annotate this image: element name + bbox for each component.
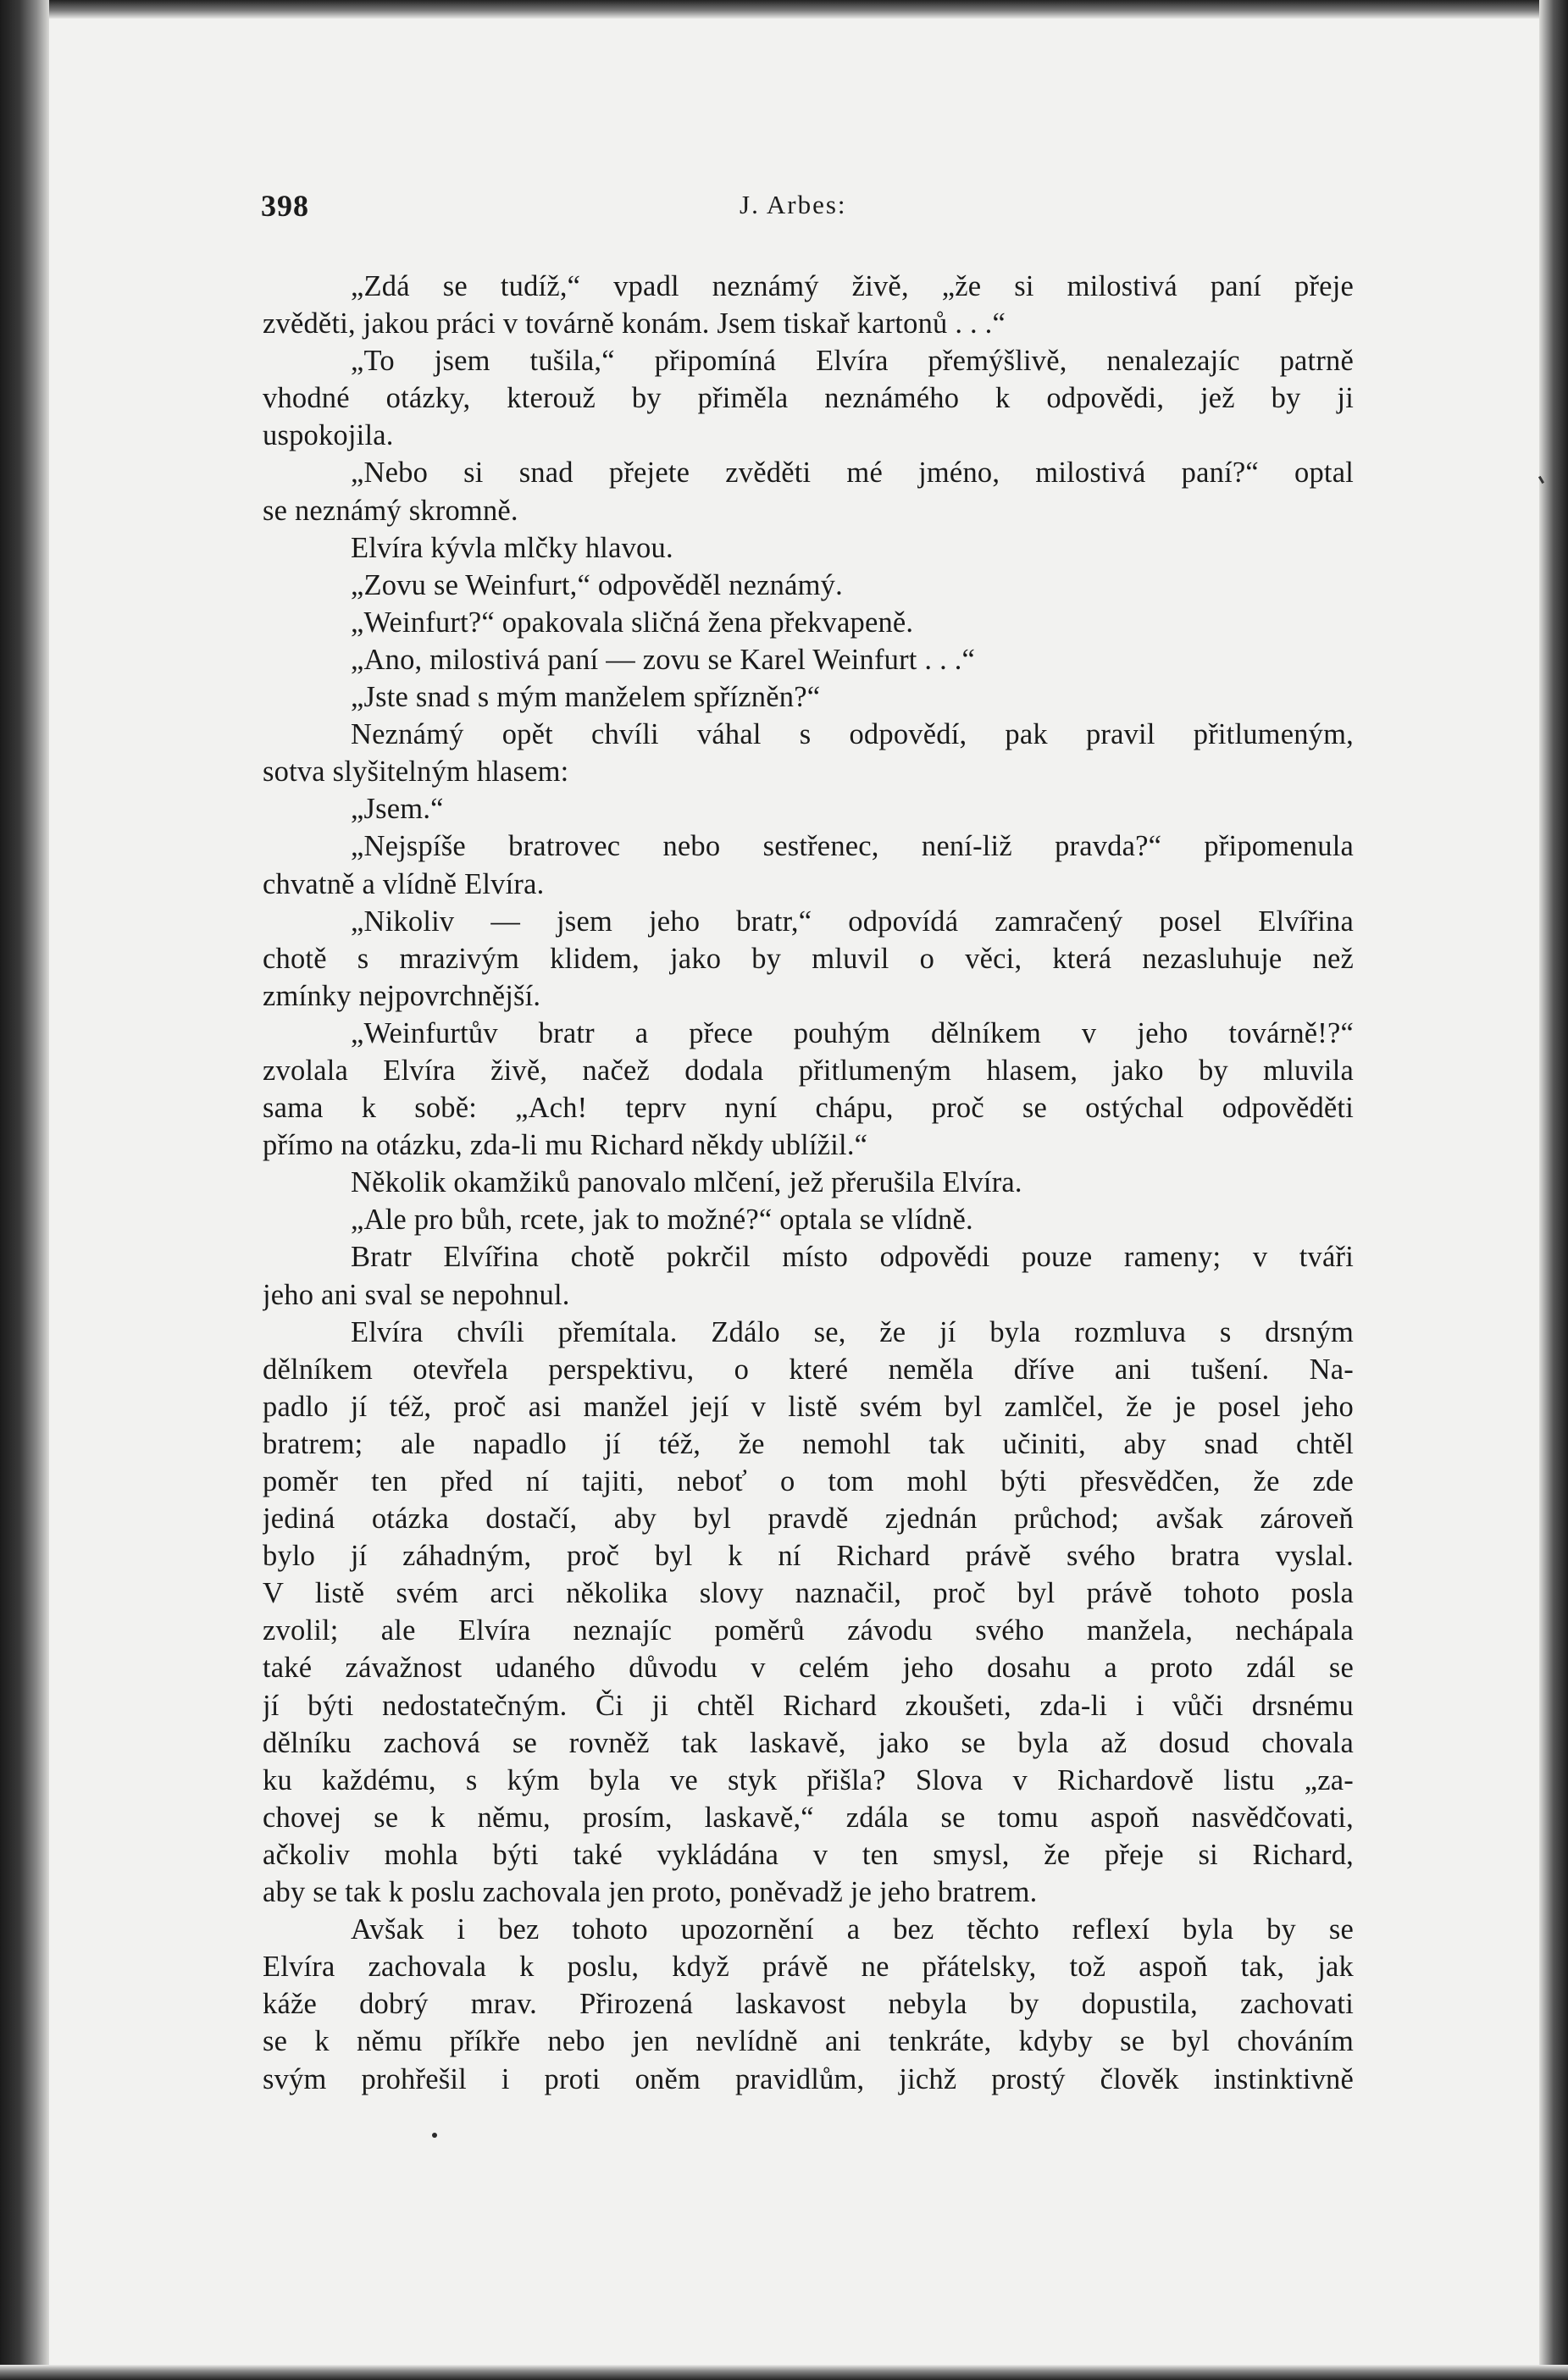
text-line: přímo na otázku, zda-li mu Richard někdy ublížil.“ [263,1129,868,1162]
text-line: „Weinfurt?“ opakovala sličná žena překvapeně. [351,606,914,639]
body-text [263,268,1354,2098]
text-line: „Jste snad s mým manželem spřízněn?“ [351,681,821,714]
scan-speck [432,2133,437,2138]
text-line: „Weinfurtův bratr a přece pouhým dělníkem v jeho továrně!?“ [351,1016,1354,1049]
text-line: zvěděti, jakou práci v továrně konám. Jsem tiskař kartonů . . .“ [263,307,1006,340]
text-line: jeho ani sval se nepohnul. [263,1278,570,1311]
text-line: Bratr Elvířina chotě pokrčil místo odpovědi pouze rameny; v tváři [351,1241,1354,1274]
scan-edge-top [0,0,1568,19]
text-line: ku každému, s kým byla ve styk přišla? Slova v Richardově listu „za- [263,1763,1354,1796]
text-line: se k němu příkře nebo jen nevlídně ani tenkráte, kdyby se byl chováním [263,2025,1354,2058]
text-line: „Ale pro bůh, rcete, jak to možné?“ optala se vlídně. [351,1204,973,1237]
text-line: „Zovu se Weinfurt,“ odpověděl neznámý. [351,568,843,601]
text-line: poměr ten před ní tajiti, neboť o tom mohl býti přesvědčen, že zde [263,1465,1354,1497]
text-line: dělníku zachová se rovněž tak laskavě, jako se byla až dosud chovala [263,1726,1354,1759]
scan-edge-bottom [0,2365,1568,2380]
text-line: svým prohřešil i proti oněm pravidlům, jichž prostý člověk instinktivně [263,2062,1354,2095]
text-line: „Nikoliv — jsem jeho bratr,“ odpovídá zamračený posel Elvířina [351,905,1354,938]
text-line: také závažnost udaného důvodu v celém jeho dosahu a proto zdál se [263,1652,1354,1685]
text-line: chvatně a vlídně Elvíra. [263,867,545,900]
text-line: „Jsem.“ [351,793,444,826]
text-line: zvolala Elvíra živě, načež dodala přitlumeným hlasem, jako by mluvila [263,1054,1354,1087]
text-line: Několik okamžiků panovalo mlčení, jež přerušila Elvíra. [351,1166,1022,1199]
text-line: Neznámý opět chvíli váhal s odpovědí, pak pravil přitlumeným, [351,718,1354,751]
text-line: chovej se k němu, prosím, laskavě,“ zdála se tomu aspoň nasvědčovati, [263,1801,1354,1834]
scan-edge-right [1539,0,1568,2380]
page-header [261,188,1354,222]
page-number: 398 [261,189,309,223]
text-line: padlo jí též, proč asi manžel její v listě svém byl zamlčel, že je posel jeho [263,1390,1354,1423]
text-line: káže dobrý mrav. Přirozená laskavost nebyla by dopustila, zachovati [263,1988,1354,2021]
text-line: „Ano, milostivá paní — zovu se Karel Weinfurt . . .“ [351,643,976,676]
text-line: Elvíra kývla mlčky hlavou. [351,531,673,564]
text-line: „Zdá se tudíž,“ vpadl neznámý živě, „že si milostivá paní přeje [351,270,1354,302]
text-line: zvolil; ale Elvíra neznajíc poměrů závodu svého manžela, nechápala [263,1614,1354,1647]
text-line: dělníkem otevřela perspektivu, o které neměla dříve ani tušení. Na- [263,1353,1354,1386]
text-line: chotě s mrazivým klidem, jako by mluvil o věci, která nezasluhuje než [263,942,1354,975]
text-line: „Nebo si snad přejete zvěděti mé jméno, milostivá paní?“ optal [351,457,1354,490]
text-line: zmínky nejpovrchnější. [263,979,541,1012]
running-head: J. Arbes: [740,190,847,219]
text-line: jí býti nedostatečným. Či ji chtěl Richard zkoušeti, zda-li i vůči drsnému [263,1689,1354,1722]
text-line: uspokojila. [263,419,394,452]
text-line: bylo jí záhadným, proč byl k ní Richard právě svého bratra vyslal. [263,1540,1354,1573]
text-line: sama k sobě: „Ach! teprv nyní chápu, proč se ostýchal odpověděti [263,1092,1354,1125]
text-line: ačkoliv mohla býti také vykládána v ten smysl, že přeje si Richard, [263,1838,1354,1871]
text-line: „To jsem tušila,“ připomíná Elvíra přemýšlivě, nenalezajíc patrně [351,345,1354,378]
text-line: bratrem; ale napadlo jí též, že nemohl tak učiniti, aby snad chtěl [263,1427,1354,1460]
scan-edge-left [0,0,49,2380]
text-line: sotva slyšitelným hlasem: [263,756,569,789]
text-line: jediná otázka dostačí, aby byl pravdě zjednán průchod; avšak zároveň [263,1503,1354,1536]
text-line: vhodné otázky, kterouž by přiměla neznámého k odpovědi, jež by ji [263,382,1354,415]
text-line: se neznámý skromně. [263,494,518,527]
text-line: V listě svém arci několika slovy naznačil, proč byl právě tohoto posla [263,1577,1354,1610]
text-line: Avšak i bez tohoto upozornění a bez těchto reflexí byla by se [351,1913,1354,1946]
text-line: Elvíra zachovala k poslu, když právě ne přátelsky, tož aspoň tak, jak [263,1951,1354,1984]
text-line: „Nejspíše bratrovec nebo sestřenec, není-liž pravda?“ připomenula [351,830,1354,863]
text-line: aby se tak k poslu zachovala jen proto, poněvadž je jeho bratrem. [263,1876,1038,1909]
text-line: Elvíra chvíli přemítala. Zdálo se, že jí byla rozmluva s drsným [351,1315,1354,1348]
